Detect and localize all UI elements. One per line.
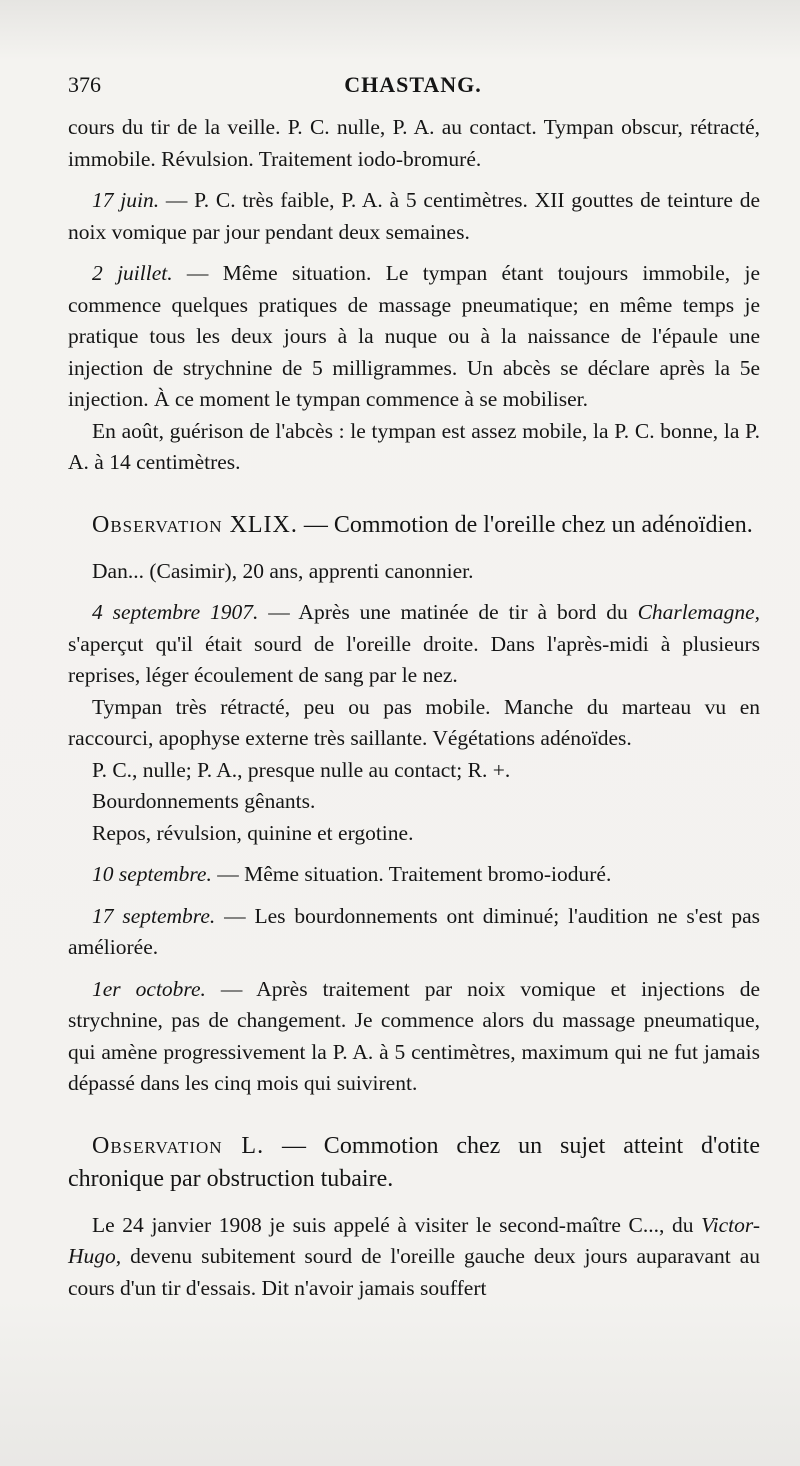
entry-text: devenu subitement sourd de l'oreille gauche deux jours auparavant au cours d'un tir d'essais. Dit n'avoir jamais souffert [68,1244,760,1300]
entry-text: — Même situation. Le tympan étant toujours immobile, je commence quelques pratiques de massage pneumatique; en même temps je pratique tous les deux jours à la nuque ou à la naissance de l'épaule une injection de strychnine de 5 milligrammes. Un abcès se déclare après la 5e injection. À ce moment le tympan commence à se mobiliser. [68,261,760,411]
entry-date: 17 juin. [92,188,160,212]
paragraph-2-juillet [68,258,760,416]
observation-title: — Commotion de l'oreille chez un adénoïdien. [297,511,753,538]
observation-49-heading [68,509,760,542]
body-text [68,112,760,1304]
patient-identity: Dan... (Casimir), 20 ans, apprenti canonnier. [92,558,474,583]
paragraph-treatment: Repos, révulsion, quinine et ergotine. [92,820,414,845]
ship-name: Victor-Hugo, [68,1212,760,1268]
observation-50-heading [68,1130,760,1196]
entry-text: — Après une matinée de tir à bord du [258,600,638,624]
paragraph-hearing: P. C., nulle; P. A., presque nulle au contact; R. +. [92,757,511,782]
running-title: CHASTANG. [344,72,482,97]
entry-text: Le 24 janvier 1908 je suis appelé à visiter le second-maître C..., du [92,1212,702,1237]
ship-name: Charlemagne, [637,600,760,624]
paragraph-continuation: cours du tir de la veille. P. C. nulle, P. A. au contact. Tympan obscur, rétracté, immobile. Révulsion. Traitement iodo-bromuré. [68,115,760,171]
entry-date: 17 septembre. [92,903,216,928]
paragraph-17-juin [68,185,760,248]
page-header [68,72,758,104]
paragraph-tympan: Tympan très rétracté, peu ou pas mobile. Manche du marteau vu en raccourci, apophyse externe très saillante. Végétations adénoïdes. [68,694,760,750]
observation-label: Observation L. [92,1132,265,1159]
page-number: 376 [68,72,101,97]
entry-date: 4 septembre 1907. [92,600,259,624]
entry-text: — Même situation. Traitement bromo-ioduré. [211,862,612,886]
entry-text: — Les bourdonnements ont diminué; l'audition ne s'est pas améliorée. [68,903,760,959]
paragraph-17-septembre [68,901,760,964]
paragraph-bourdonnements: Bourdonnements gênants. [92,789,316,813]
entry-date: 10 septembre. [92,862,212,886]
entry-date: 2 juillet. [92,261,173,285]
entry-text: — P. C. très faible, P. A. à 5 centimètres. XII gouttes de teinture de noix vomique par jour pendant deux semaines. [68,188,760,244]
entry-date: 1er octobre. [92,976,206,1001]
entry-text: — Après traitement par noix vomique et injections de strychnine, pas de changement. Je commence alors du massage pneumatique, qui amène progressivement la P. A. à 5 centimètres, maximum qui ne fut jamais dépassé dans les cinq mois qui suivirent. [68,976,761,1095]
paragraph-4-septembre [68,597,760,692]
paragraph-10-septembre [68,859,760,891]
observation-title: — Commotion chez un sujet atteint d'otite chronique par obstruction tubaire. [68,1132,761,1192]
paragraph-24-janvier [68,1210,760,1305]
observation-label: Observation XLIX. [92,511,298,538]
paragraph-1er-octobre [68,974,760,1100]
paragraph-aout: En août, guérison de l'abcès : le tympan est assez mobile, la P. C. bonne, la P. A. à 14 centimètres. [68,418,760,474]
entry-text: s'aperçut qu'il était sourd de l'oreille droite. Dans l'après-midi à plusieurs reprises, léger écoulement de sang par le nez. [68,631,760,687]
